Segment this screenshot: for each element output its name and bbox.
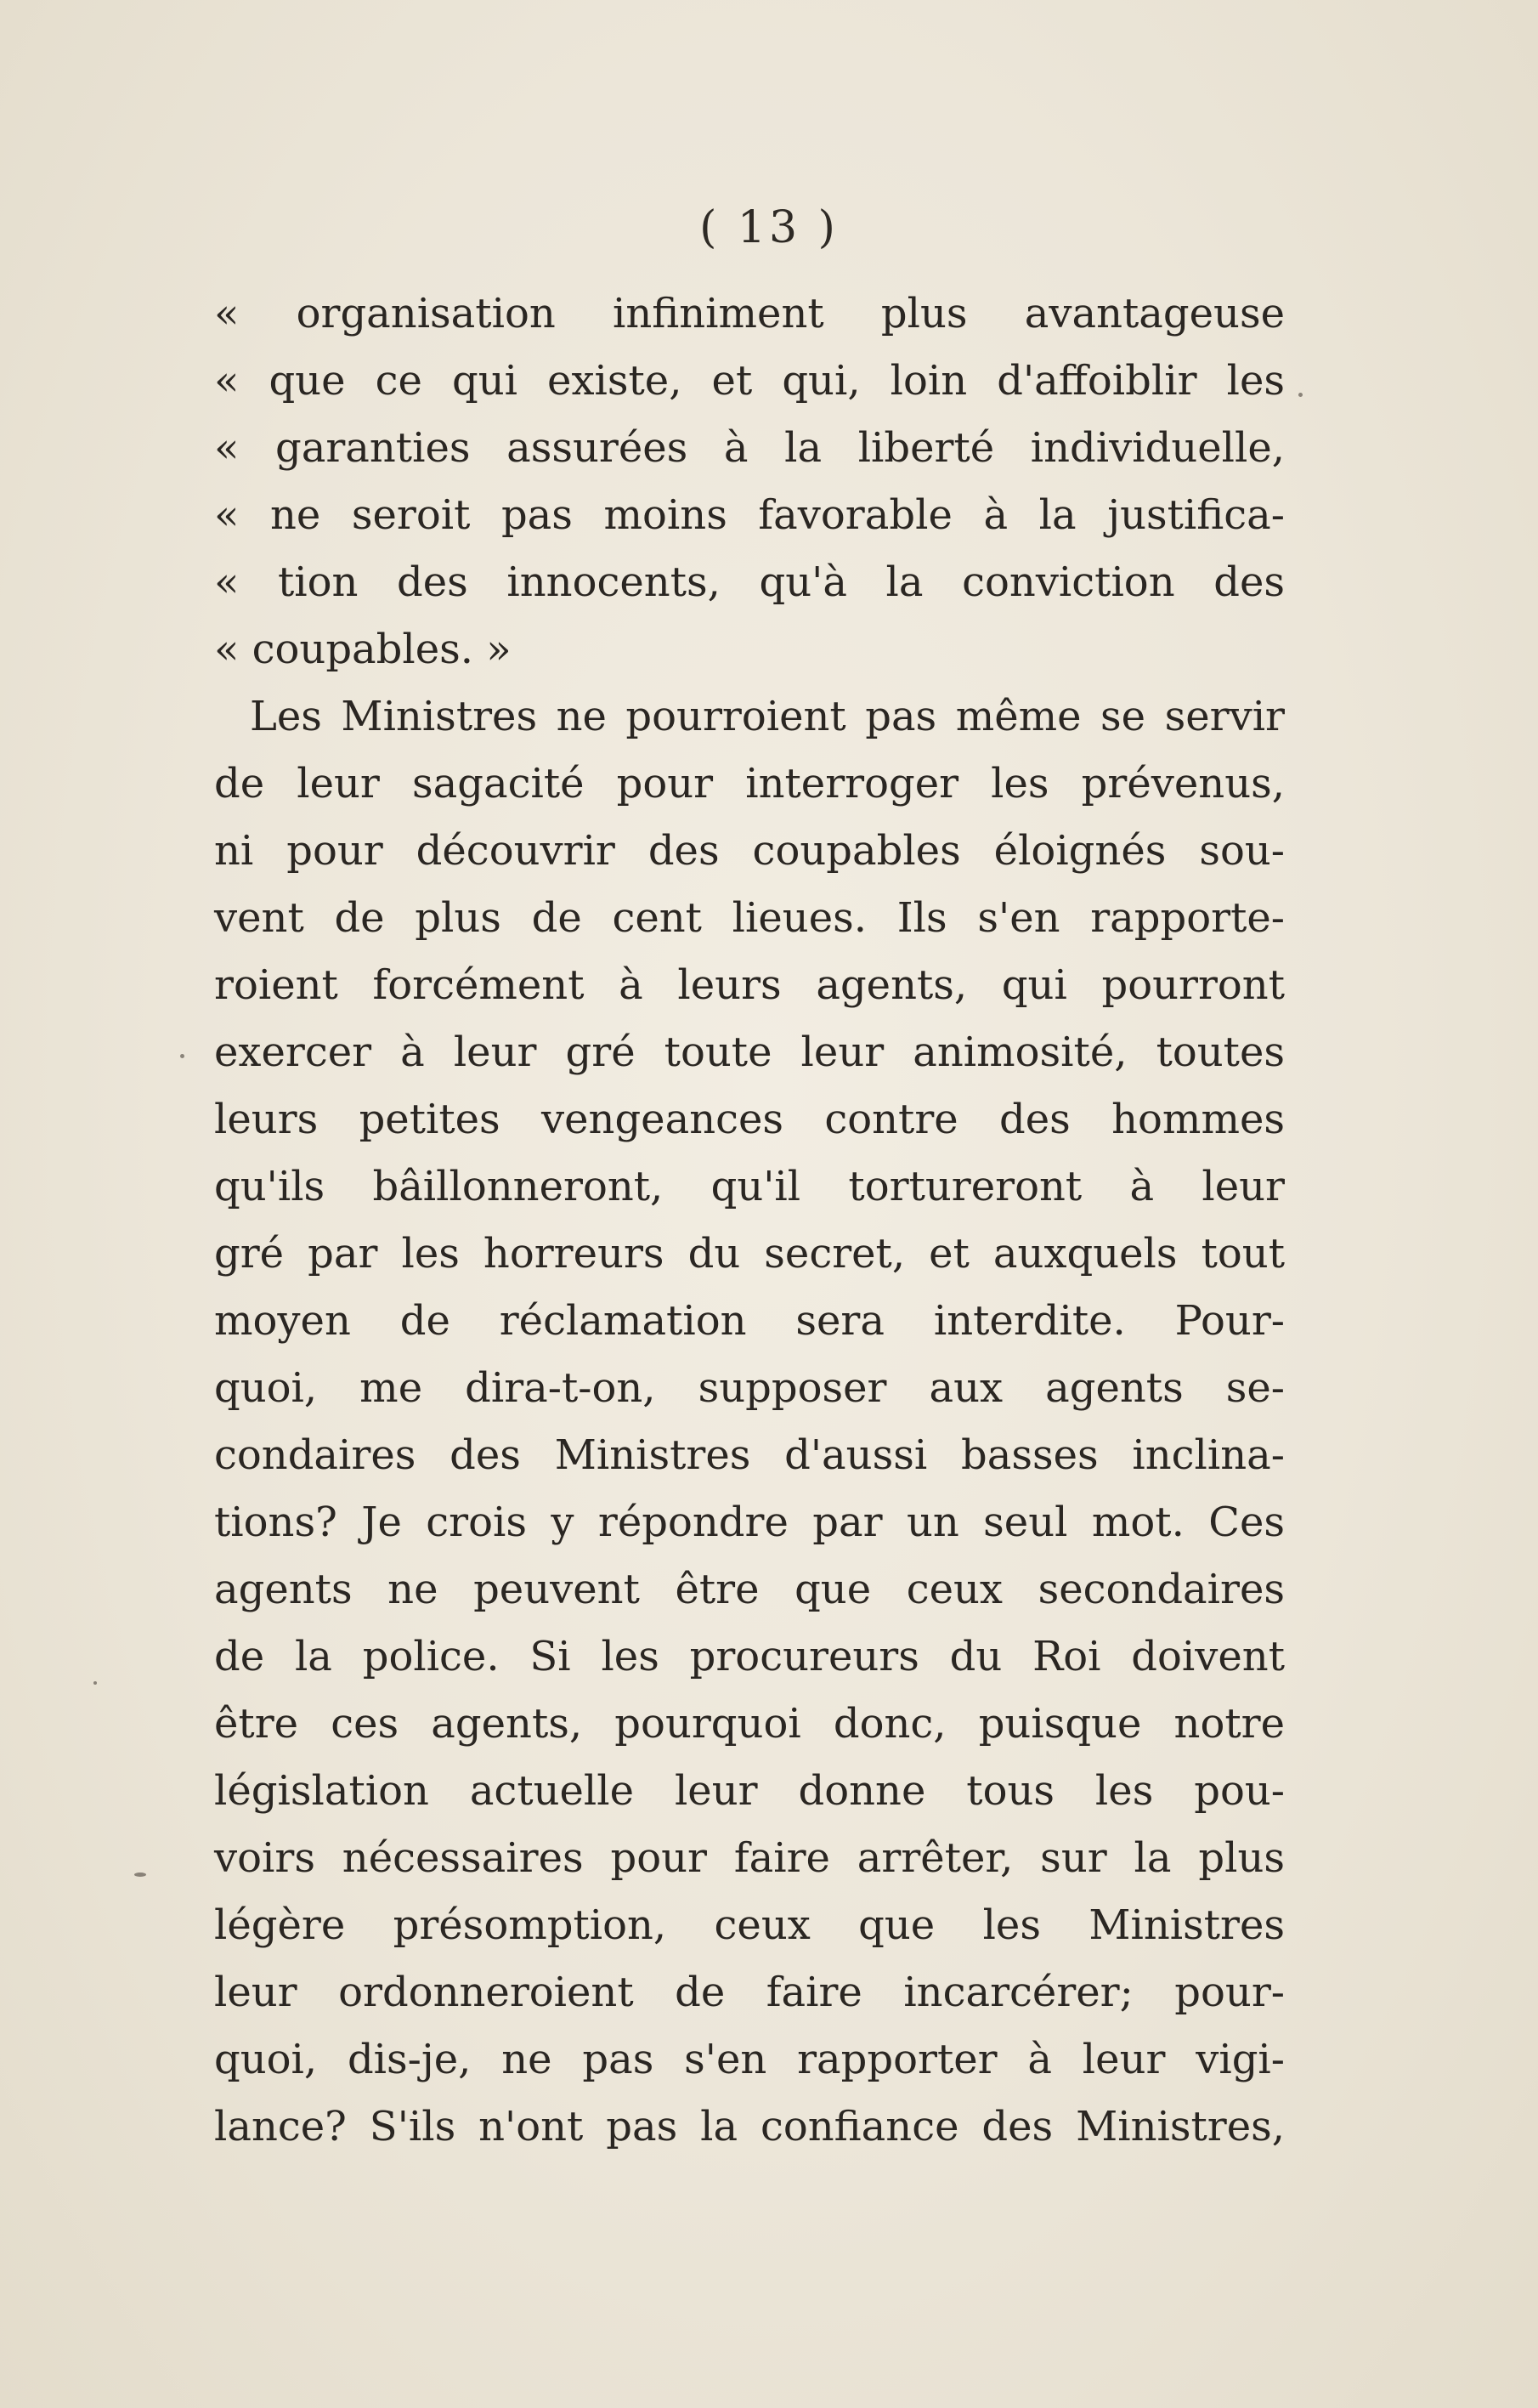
text-line: vent de plus de cent lieues. Ils s'en rapporte- — [214, 894, 1285, 942]
paper-speck — [134, 1873, 146, 1877]
text-line: « ne seroit pas moins favorable à la justifica- — [214, 491, 1285, 539]
text-line: moyen de réclamation sera interdite. Pour- — [214, 1297, 1285, 1345]
text-line: « coupables. » — [214, 626, 512, 673]
text-line: « garanties assurées à la liberté individuelle, — [214, 424, 1285, 472]
text-line: leur ordonneroient de faire incarcérer; pour- — [214, 1969, 1285, 2016]
text-line: qu'ils bâillonneront, qu'il tortureront à leur — [214, 1163, 1285, 1210]
text-line: « organisation infiniment plus avantageuse — [214, 290, 1285, 337]
text-line: lance? S'ils n'ont pas la confiance des Ministres, — [214, 2103, 1285, 2150]
page-number: ( 13 ) — [699, 202, 839, 253]
text-line: condaires des Ministres d'aussi basses inclina- — [214, 1431, 1285, 1479]
paragraph-start-line: Les Ministres ne pourroient pas même se servir — [250, 693, 1285, 740]
text-line: de leur sagacité pour interroger les prévenus, — [214, 760, 1285, 807]
paper-speck — [1298, 393, 1303, 397]
body-text — [214, 280, 1285, 2161]
text-line: roient forcément à leurs agents, qui pourront — [214, 961, 1285, 1009]
text-line: gré par les horreurs du secret, et auxquels tout — [214, 1230, 1285, 1278]
text-line: leurs petites vengeances contre des hommes — [214, 1096, 1285, 1143]
text-line: quoi, me dira-t-on, supposer aux agents se- — [214, 1364, 1285, 1412]
text-line: agents ne peuvent être que ceux secondaires — [214, 1566, 1285, 1613]
text-line: « que ce qui existe, et qui, loin d'affoiblir les — [214, 357, 1285, 405]
paper-speck — [93, 1681, 97, 1685]
text-line: être ces agents, pourquoi donc, puisque notre — [214, 1700, 1285, 1748]
paper-speck — [180, 1054, 184, 1058]
text-line: ni pour découvrir des coupables éloignés sou- — [214, 827, 1285, 875]
text-line: voirs nécessaires pour faire arrêter, sur la plus — [214, 1834, 1285, 1882]
text-line: législation actuelle leur donne tous les pou- — [214, 1767, 1285, 1815]
text-line: tions? Je crois y répondre par un seul mot. Ces — [214, 1499, 1285, 1546]
text-line: quoi, dis-je, ne pas s'en rapporter à leur vigi- — [214, 2036, 1285, 2083]
text-line: de la police. Si les procureurs du Roi doivent — [214, 1633, 1285, 1680]
text-line: « tion des innocents, qu'à la conviction des — [214, 558, 1285, 606]
text-line: exercer à leur gré toute leur animosité, toutes — [214, 1028, 1285, 1076]
text-line: légère présomption, ceux que les Ministres — [214, 1901, 1285, 1949]
